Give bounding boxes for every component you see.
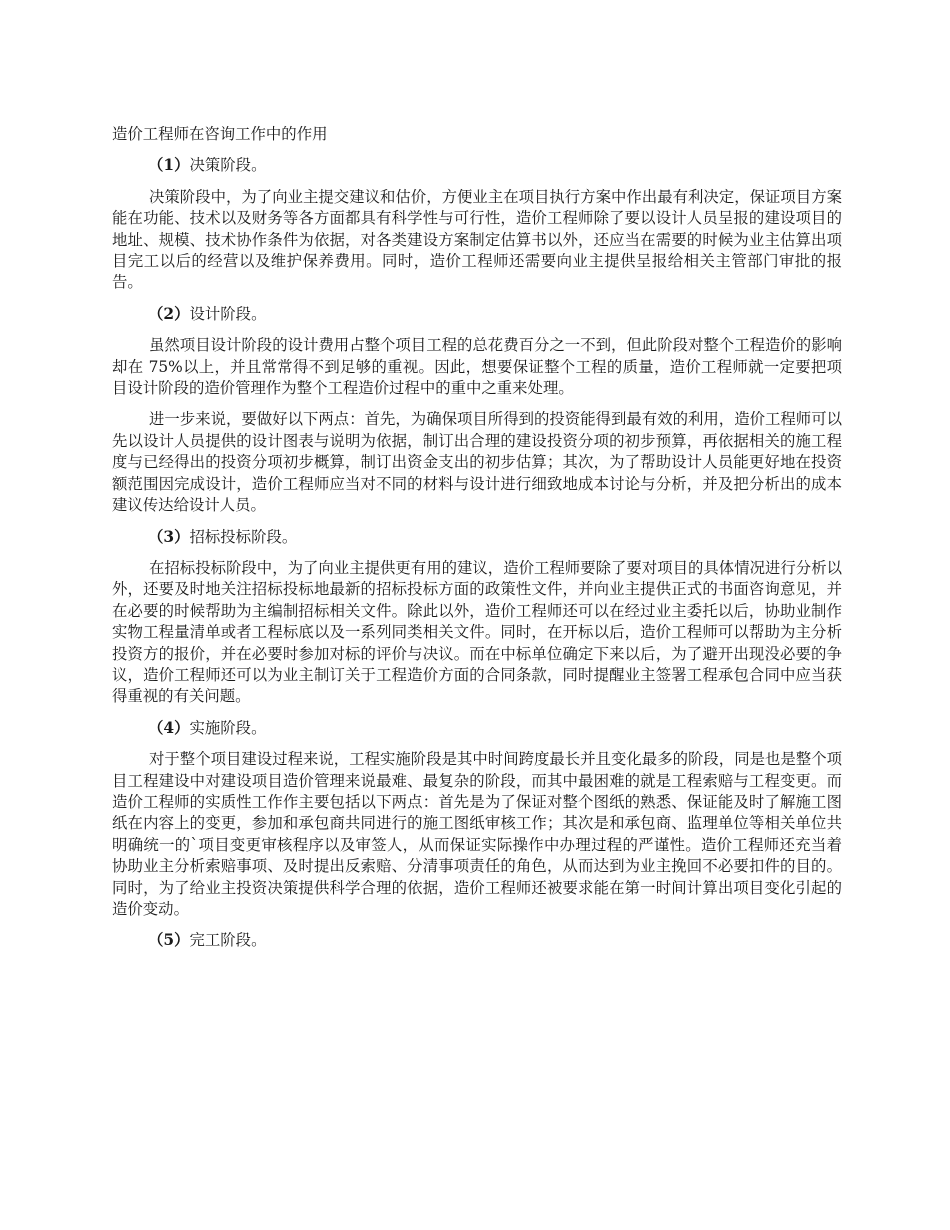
paragraph: 在招标投标阶段中，为了向业主提供更有用的建议，造价工程师要除了要对项目的具体情况进行分析以外，还要及时地关注招标投标地最新的招标投标方面的政策性文件，并向业主提供正式的书面咨询意见，并在必要的时候帮助为主编制招标相关文件。除此以外，造价工程师还可以在经过业主委托以后，协助业制作实物工程量清单或者工程标底以及一系列同类相关文件。同时，在开标以后，造价工程师可以帮助为主分析投资方的报价，并在必要时参加对标的评价与决议。而在中标单位确定下来以后，为了避开出现没必要的争议，造价工程师还可以为业主制订关于工程造价方面的合同条款，同时提醒业主签署工程承包合同中应当获得重视的有关问题。 [112,558,842,706]
section-number: （1） [148,156,190,175]
paragraph: 进一步来说，要做好以下两点：首先，为确保项目所得到的投资能得到最有效的利用，造价工程师可以先以设计人员提供的设计图表与说明为依据，制订出合理的建设投资分项的初步预算，再依据相关的施工程度与已经得出的投资分项初步概算，制订出资金支出的初步估算；其次，为了帮助设计人员能更好地在投资额范围因完成设计，造价工程师应当对不同的材料与设计进行细致地成本讨论与分析，并及把分析出的成本建议传达给设计人员。 [112,410,842,515]
document-page [112,124,842,962]
section-heading [112,304,842,325]
section-heading [112,930,842,951]
section-number: （3） [148,527,190,546]
section-heading [112,527,842,548]
paragraph: 对于整个项目建设过程来说，工程实施阶段是其中时间跨度最长并且变化最多的阶段，同是也是整个项目工程建设中对建设项目造价管理来说最难、最复杂的阶段，而其中最困难的就是工程索赔与工程变更。而造价工程师的实质性工作作主要包括以下两点：首先是为了保证对整个图纸的熟悉、保证能及时了解施工图纸在内容上的变更，参加和承包商共同进行的施工图纸审核工作；其次是和承包商、监理单位等相关单位共明确统一的`项目变更审核程序以及审签人，从而保证实际操作中办理过程的严谨性。造价工程师还充当着协助业主分析索赔事项、及时提出反索赔、分清事项责任的角色，从而达到为业主挽回不必要扣件的目的。同时，为了给业主投资决策提供科学合理的依据，造价工程师还被要求能在第一时间计算出项目变化引起的造价变动。 [112,750,842,918]
section-title: 实施阶段。 [189,718,267,737]
section-title: 完工阶段。 [189,931,267,950]
section-title: 招标投标阶段。 [189,527,298,546]
section-number: （2） [148,304,190,323]
section-number: （4） [148,718,190,737]
section-heading [112,155,842,176]
section-heading [112,718,842,739]
section-title: 决策阶段。 [189,156,267,175]
document-title: 造价工程师在咨询工作中的作用 [112,125,328,143]
paragraph: 虽然项目设计阶段的设计费用占整个项目工程的总花费百分之一不到，但此阶段对整个工程造价的影响却在 75%以上，并且常常得不到足够的重视。因此，想要保证整个工程的质量，造价工程师就一定要把项目设计阶段的造价管理作为整个工程造价过程中的重中之重来处理。 [112,336,842,398]
section-number: （5） [148,931,190,950]
paragraph: 决策阶段中，为了向业主提交建议和估价，方便业主在项目执行方案中作出最有利决定，保证项目方案能在功能、技术以及财务等各方面都具有科学性与可行性，造价工程师除了要以设计人员呈报的建设项目的地址、规模、技术协作条件为依据，对各类建设方案制定估算书以外，还应当在需要的时候为业主估算出项目完工以后的经营以及维护保养费用。同时，造价工程师还需要向业主提供呈报给相关主管部门审批的报告。 [112,187,842,292]
section-title: 设计阶段。 [189,304,267,323]
